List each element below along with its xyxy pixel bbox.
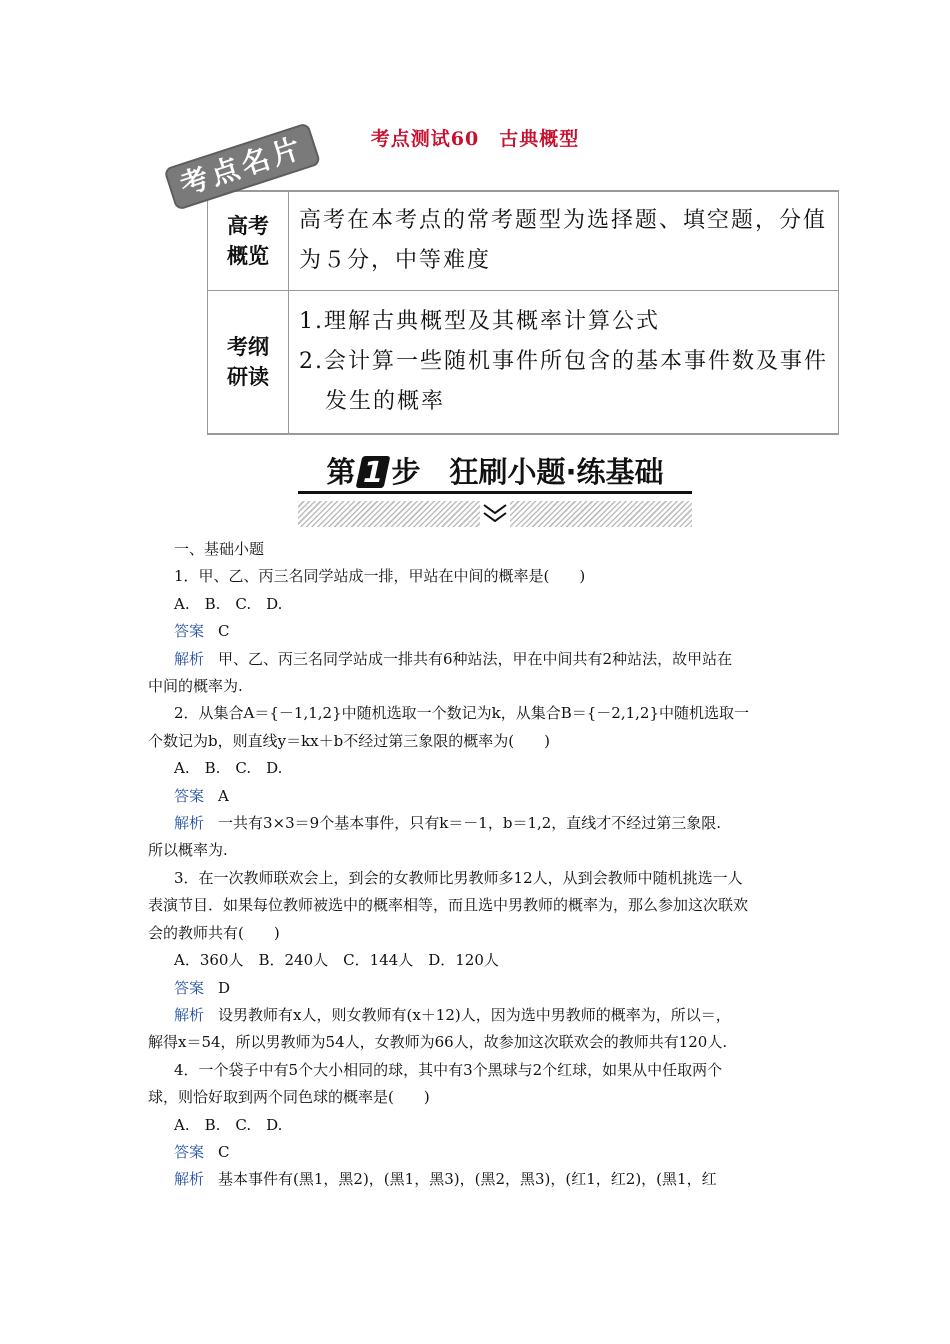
analysis-label: 解析: [174, 814, 205, 833]
analysis-text: 中间的概率为.: [148, 677, 243, 696]
question-options: A．360人 B．240人 C．144人 D．120人: [174, 951, 499, 970]
answer-line: [148, 1139, 816, 1166]
analysis-line: [148, 1166, 816, 1193]
row-content: [289, 290, 839, 434]
question-stem: 会的教师共有( ): [148, 923, 280, 942]
answer-line: [148, 783, 816, 810]
question-stem: 球，则恰好取到两个同色球的概率是( ): [148, 1088, 430, 1107]
question-options: A. B. C. D.: [174, 594, 283, 613]
analysis-label: 解析: [174, 1005, 205, 1024]
syllabus-item: 1.理解古典概型及其概率计算公式: [299, 308, 660, 334]
analysis-text: 甲、乙、丙三名同学站成一排共有6种站法，甲在中间共有2种站法，故甲站在: [218, 649, 733, 668]
syllabus-item: 2.会计算一些随机事件所包含的基本事件数及事件发生的概率: [299, 348, 828, 414]
topic-badge: 考点名片: [163, 122, 321, 211]
row-header: [208, 290, 289, 434]
analysis-line: [148, 1002, 816, 1029]
analysis-text: 所以概率为.: [148, 841, 228, 860]
question-options: A. B. C. D.: [174, 759, 283, 778]
double-chevron-down-icon: [480, 501, 510, 527]
row-header-line: 概览: [227, 243, 269, 268]
step-suffix: 步 狂刷小题·练基础: [391, 455, 664, 489]
answer-line: [148, 618, 816, 645]
question-stem: 2．从集合A＝{－1,1,2}中随机选取一个数记为k，从集合B＝{－2,1,2}中随机选取一: [174, 704, 749, 723]
answer-value: C: [218, 1142, 230, 1161]
question-content: [148, 536, 816, 1194]
question-stem: 4．一个袋子中有5个大小相同的球，其中有3个黑球与2个红球，如果从中任取两个: [174, 1060, 723, 1079]
answer-value: D: [218, 978, 231, 997]
analysis-label: 解析: [174, 649, 205, 668]
row-header-line: 研读: [227, 364, 269, 389]
answer-value: C: [218, 622, 230, 641]
answer-label: 答案: [174, 978, 205, 997]
page-title: 考点测试60 古典概型: [370, 128, 580, 150]
question-stem: 3．在一次教师联欢会上，到会的女教师比男教师多12人，从到会教师中随机挑选一人: [174, 868, 743, 887]
question-options: A. B. C. D.: [174, 1115, 283, 1134]
step-heading: [298, 451, 692, 493]
answer-label: 答案: [174, 786, 205, 805]
answer-label: 答案: [174, 622, 205, 641]
step-banner: [298, 451, 692, 527]
row-header-line: 高考: [227, 213, 269, 238]
analysis-text: 一共有3×3＝9个基本事件，只有k＝－1，b＝1,2，直线才不经过第三象限.: [218, 814, 722, 833]
section-heading: 一、基础小题: [174, 540, 265, 558]
step-number: 1: [356, 456, 391, 488]
analysis-text: 解得x＝54，所以男教师为54人，女教师为66人，故参加这次联欢会的教师共有120人.: [148, 1033, 728, 1052]
banner-rule: [298, 491, 692, 494]
exam-info-table: [207, 190, 839, 435]
step-prefix: 第: [326, 455, 356, 489]
analysis-text: 设男教师有x人，则女教师有(x＋12)人，因为选中男教师的概率为，所以＝，: [218, 1005, 731, 1024]
table-row: [208, 290, 839, 434]
table-row: [208, 191, 839, 290]
row-content: 高考在本考点的常考题型为选择题、填空题，分值为５分，中等难度: [289, 191, 839, 290]
analysis-line: [148, 646, 816, 673]
answer-label: 答案: [174, 1142, 205, 1161]
row-header: [208, 191, 289, 290]
analysis-text: 基本事件有(黑1，黑2)，(黑1，黑3)，(黑2，黑3)，(红1，红2)，(黑1，红: [218, 1170, 717, 1189]
analysis-line: [148, 810, 816, 837]
question-stem: 个数记为b，则直线y＝kx＋b不经过第三象限的概率为( ): [148, 731, 550, 750]
analysis-label: 解析: [174, 1170, 205, 1189]
row-header-line: 考纲: [227, 334, 269, 359]
question-stem: 表演节目．如果每位教师被选中的概率相等，而且选中男教师的概率为，那么参加这次联欢: [148, 896, 749, 915]
question-stem: 1．甲、乙、丙三名同学站成一排，甲站在中间的概率是( ): [174, 567, 586, 586]
answer-value: A: [218, 786, 229, 805]
answer-line: [148, 975, 816, 1002]
